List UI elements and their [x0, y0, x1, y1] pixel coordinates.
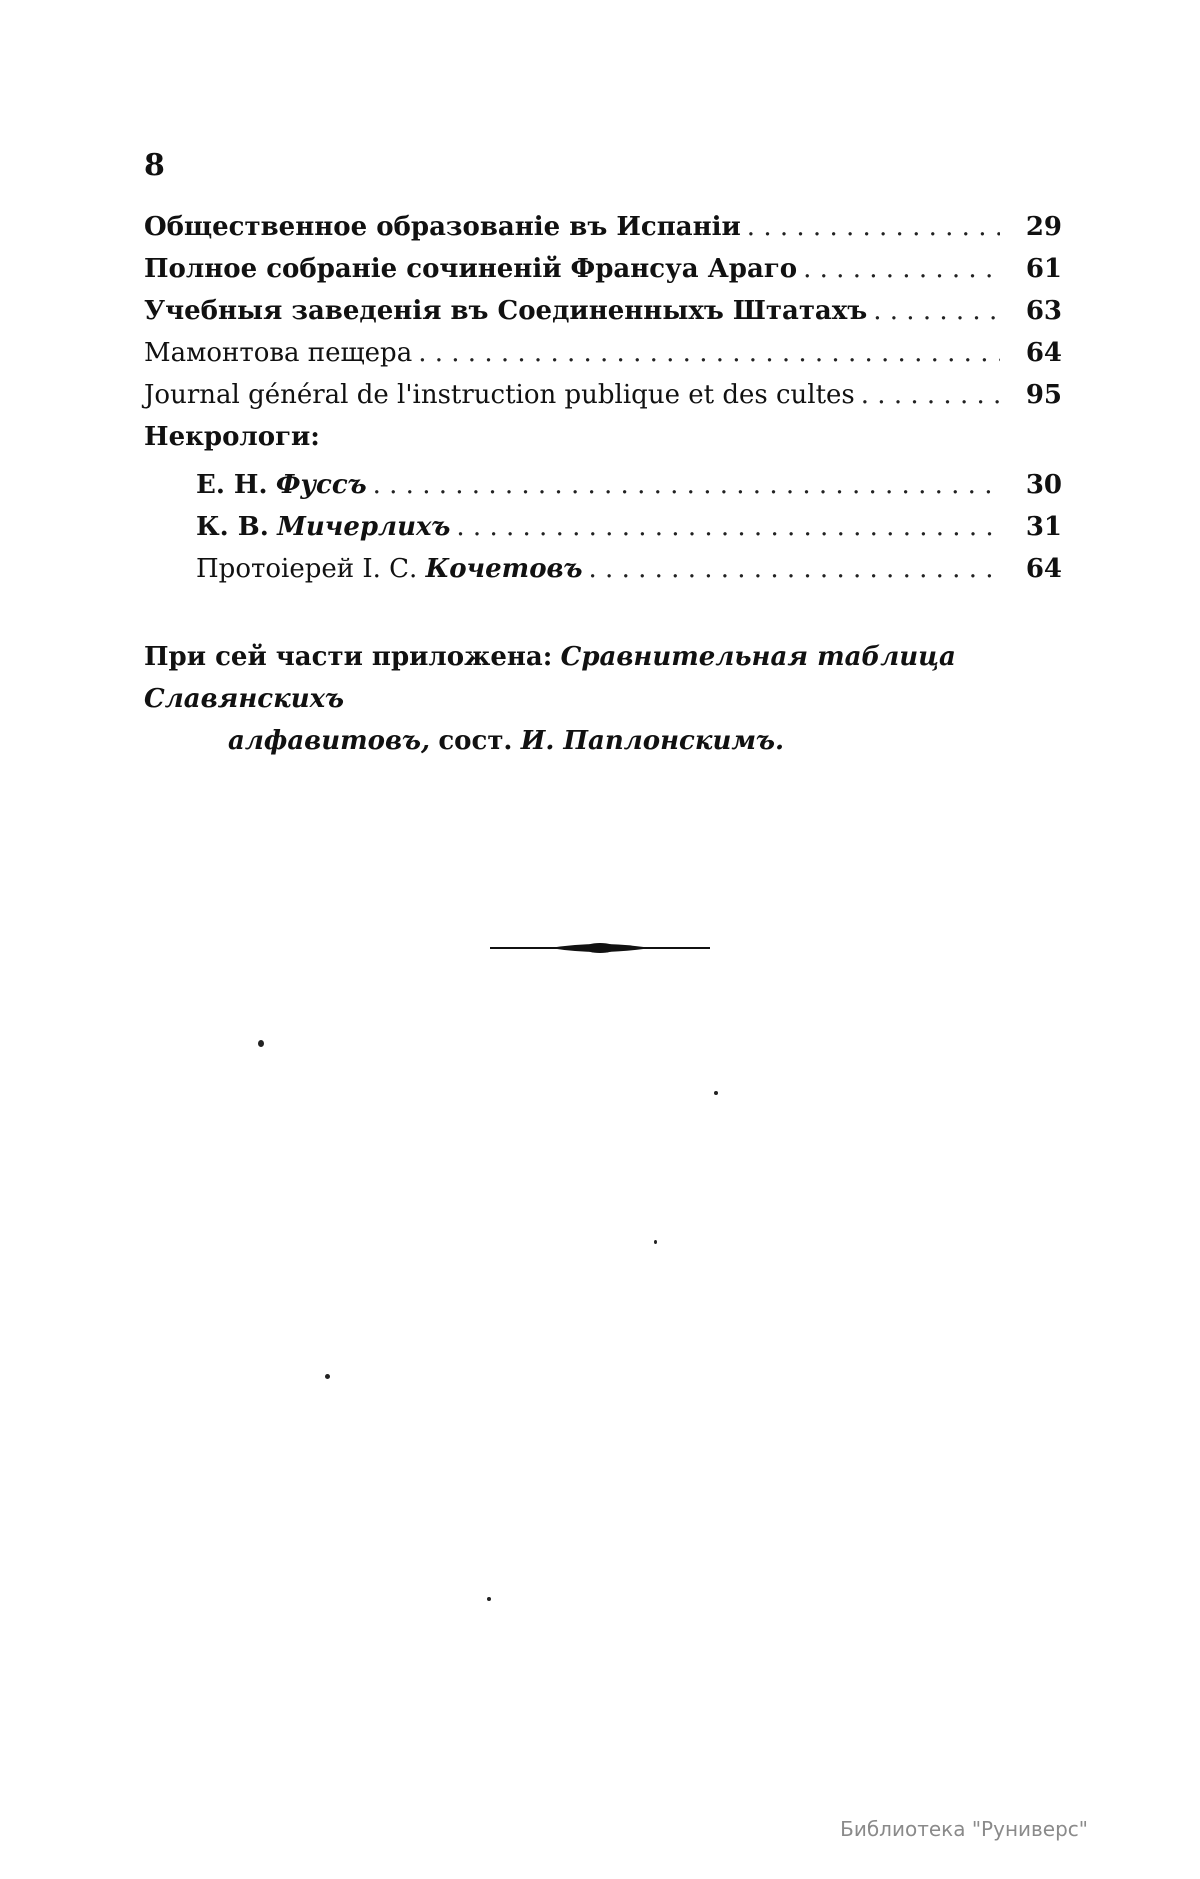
necrology-entry-page: 64 — [1025, 554, 1062, 584]
appendix-title: Сравнительная таблица Славянскихъ — [144, 642, 956, 714]
toc-leader-dots — [873, 290, 1000, 332]
necrology-entry-title — [196, 464, 367, 506]
appendix-title-continued: алфавитовъ, — [228, 726, 431, 756]
print-speck — [654, 1240, 657, 1244]
table-of-contents — [144, 206, 1062, 590]
toc-leader-dots — [861, 374, 1000, 416]
toc-leader-dots — [373, 464, 1000, 506]
appendix-line-2 — [144, 720, 1062, 762]
library-watermark: Библиотека "Руниверс" — [840, 1817, 1088, 1841]
necrology-name: Кочетовъ — [425, 554, 583, 584]
appendix-line-1 — [144, 636, 1062, 720]
print-speck — [714, 1091, 718, 1095]
necrologies-heading: Некрологи: — [144, 422, 320, 452]
necrology-initials: Е. Н. — [196, 470, 268, 500]
ornament-divider — [490, 938, 710, 958]
toc-leader-dots — [803, 248, 1000, 290]
toc-leader-dots — [747, 206, 1000, 248]
toc-entry — [144, 374, 1062, 416]
necrology-initials: К. В. — [196, 512, 269, 542]
toc-entry-title: Journal général de l'instruction publique et des cultes — [144, 380, 855, 410]
appendix-compiled-by: сост. — [438, 726, 513, 756]
toc-entry — [144, 290, 1062, 332]
necrology-entry-page: 31 — [1025, 512, 1062, 542]
necrology-name: Мичерлихъ — [277, 512, 451, 542]
print-speck — [487, 1597, 491, 1601]
toc-entry-title: Полное собраніе сочиненій Франсуа Араго — [144, 254, 798, 284]
toc-entry-page: 64 — [1025, 338, 1062, 368]
print-speck — [258, 1040, 264, 1047]
toc-entry-page: 61 — [1025, 254, 1062, 284]
toc-entry-title: Мамонтова пещера — [144, 338, 413, 368]
necrology-name: Фуссъ — [275, 470, 367, 500]
necrology-entry — [144, 548, 1062, 590]
necrology-entry-page: 30 — [1025, 470, 1062, 500]
toc-entry-title: Общественное образованіе въ Испаніи — [144, 212, 741, 242]
toc-leader-dots — [589, 548, 1000, 590]
toc-entry-title: Учебныя заведенія въ Соединенныхъ Штатахъ — [144, 296, 868, 326]
print-speck — [325, 1374, 330, 1379]
necrology-entry-title — [196, 506, 450, 548]
toc-entry — [144, 248, 1062, 290]
page-number: 8 — [144, 148, 165, 183]
toc-leader-dots — [418, 332, 1000, 374]
necrology-entry-title — [196, 548, 583, 590]
necrology-initials: Протоіерей І. С. — [196, 554, 418, 584]
appendix-author: И. Паплонскимъ. — [520, 726, 785, 756]
appendix-note — [144, 636, 1062, 762]
toc-entry-page: 63 — [1025, 296, 1062, 326]
toc-entry — [144, 206, 1062, 248]
appendix-prefix: При сей части приложена: — [144, 642, 553, 672]
toc-leader-dots — [456, 506, 1000, 548]
toc-entry — [144, 332, 1062, 374]
necrology-entry — [144, 506, 1062, 548]
toc-entry-page: 95 — [1025, 380, 1062, 410]
toc-entry-page: 29 — [1025, 212, 1062, 242]
necrology-entry — [144, 464, 1062, 506]
